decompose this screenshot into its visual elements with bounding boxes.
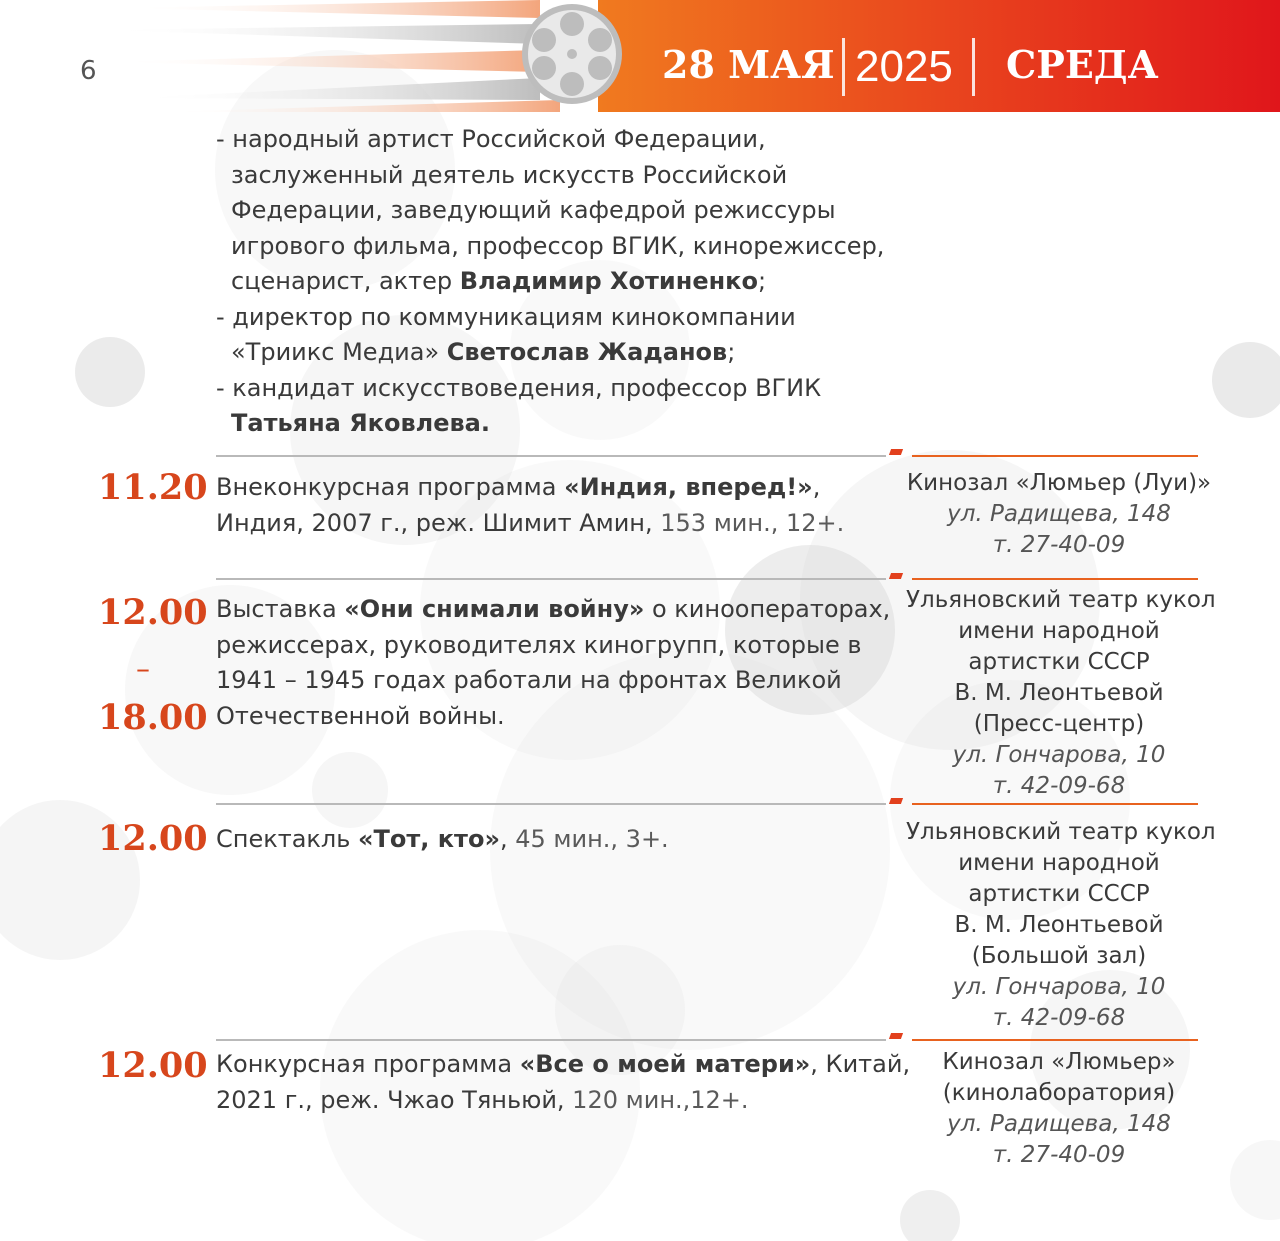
- event-time-dash: –: [136, 652, 150, 685]
- venue-address: ул. Радищева, 148: [947, 501, 1171, 527]
- divider: [912, 803, 1198, 805]
- event-description: Конкурсная программа «Все о моей матери», Китай, 2021 г., реж. Чжао Тяньюй, 120 мин.,12+.: [216, 1050, 911, 1114]
- event-description: Спектакль «Тот, кто», 45 мин., 3+.: [216, 825, 669, 853]
- header-date: 28 МАЯ: [662, 42, 835, 87]
- event-duration-age: 120 мин.,12+.: [572, 1085, 749, 1114]
- event-title: «Тот, кто»: [358, 825, 500, 853]
- jury-list: [216, 122, 896, 442]
- divider: [912, 1039, 1198, 1041]
- jury-name: Владимир Хотиненко: [459, 267, 758, 295]
- divider: [216, 578, 886, 580]
- divider: [216, 803, 886, 805]
- jury-member: - кандидат искусствоведения, профессор ВГИК Татьяна Яковлева.: [216, 373, 822, 437]
- venue-address: ул. Гончарова, 10: [952, 742, 1166, 768]
- header-separator: [972, 38, 975, 96]
- divider: [912, 578, 1198, 580]
- header-year: 2025: [855, 42, 953, 91]
- event-time: 12.00: [98, 818, 208, 859]
- event-venue: Кинозал «Люмьер» (кинолаборатория) ул. Радищева, 148 т. 27-40-09: [906, 1047, 1212, 1171]
- venue-address: ул. Радищева, 148: [947, 1111, 1171, 1137]
- event-title: «Они снимали войну»: [344, 595, 645, 623]
- jury-name: Татьяна Яковлева.: [231, 409, 490, 437]
- event-venue: Кинозал «Люмьер (Луи)» ул. Радищева, 148 т. 27-40-09: [906, 468, 1212, 561]
- venue-phone: т. 42-09-68: [992, 773, 1126, 799]
- event-duration-age: 45 мин., 3+.: [515, 825, 669, 853]
- film-reel-icon: [520, 2, 624, 106]
- divider: [216, 455, 886, 457]
- event-time: 11.20: [98, 467, 208, 508]
- event-description: Выставка «Они снимали войну» о кинооператорах, режиссерах, руководителях киногрупп, которые в 1941 – 1945 годах работали на фронтах Великой Отечественной войны.: [216, 595, 891, 730]
- event-title: «Все о моей матери»: [519, 1050, 811, 1078]
- divider: [216, 1039, 886, 1041]
- event-venue: Ульяновский театр кукол имени народной артистки СССР В. М. Леонтьевой (Большой зал) ул. Гончарова, 10 т. 42-09-68: [906, 817, 1212, 1034]
- divider-marker: [889, 573, 903, 579]
- event-time-start: 12.00: [98, 592, 208, 633]
- divider-marker: [889, 1033, 903, 1039]
- venue-phone: т. 27-40-09: [992, 532, 1126, 558]
- event-time-end: 18.00: [98, 697, 208, 738]
- event-time: 12.00: [98, 1045, 208, 1086]
- divider-marker: [889, 449, 903, 455]
- divider-marker: [889, 798, 903, 804]
- jury-name: Светослав Жаданов: [446, 338, 728, 366]
- jury-member: - директор по коммуникациям кинокомпании «Триикс Медиа» Светослав Жаданов;: [216, 302, 796, 366]
- header-weekday: СРЕДА: [1006, 42, 1159, 87]
- venue-phone: т. 27-40-09: [992, 1142, 1126, 1168]
- venue-address: ул. Гончарова, 10: [952, 974, 1166, 1000]
- venue-phone: т. 42-09-68: [992, 1005, 1126, 1031]
- header-separator: [842, 38, 845, 96]
- event-duration-age: 153 мин., 12+.: [660, 508, 845, 537]
- event-title: «Индия, вперед!»: [564, 473, 813, 501]
- jury-member: - народный артист Российской Федерации, заслуженный деятель искусств Российской Федерации, заведующий кафедрой режиссуры игрового фильма, профессор ВГИК, кинорежиссер, сценарист, актер Владимир Хотиненко;: [216, 125, 885, 295]
- divider: [912, 455, 1198, 457]
- page-number: 6: [80, 56, 97, 86]
- event-venue: Ульяновский театр кукол имени народной артистки СССР В. М. Леонтьевой (Пресс-центр) ул. Гончарова, 10 т. 42-09-68: [906, 585, 1212, 802]
- event-description: Внеконкурсная программа «Индия, вперед!», Индия, 2007 г., реж. Шимит Амин, 153 мин., 12+.: [216, 473, 845, 537]
